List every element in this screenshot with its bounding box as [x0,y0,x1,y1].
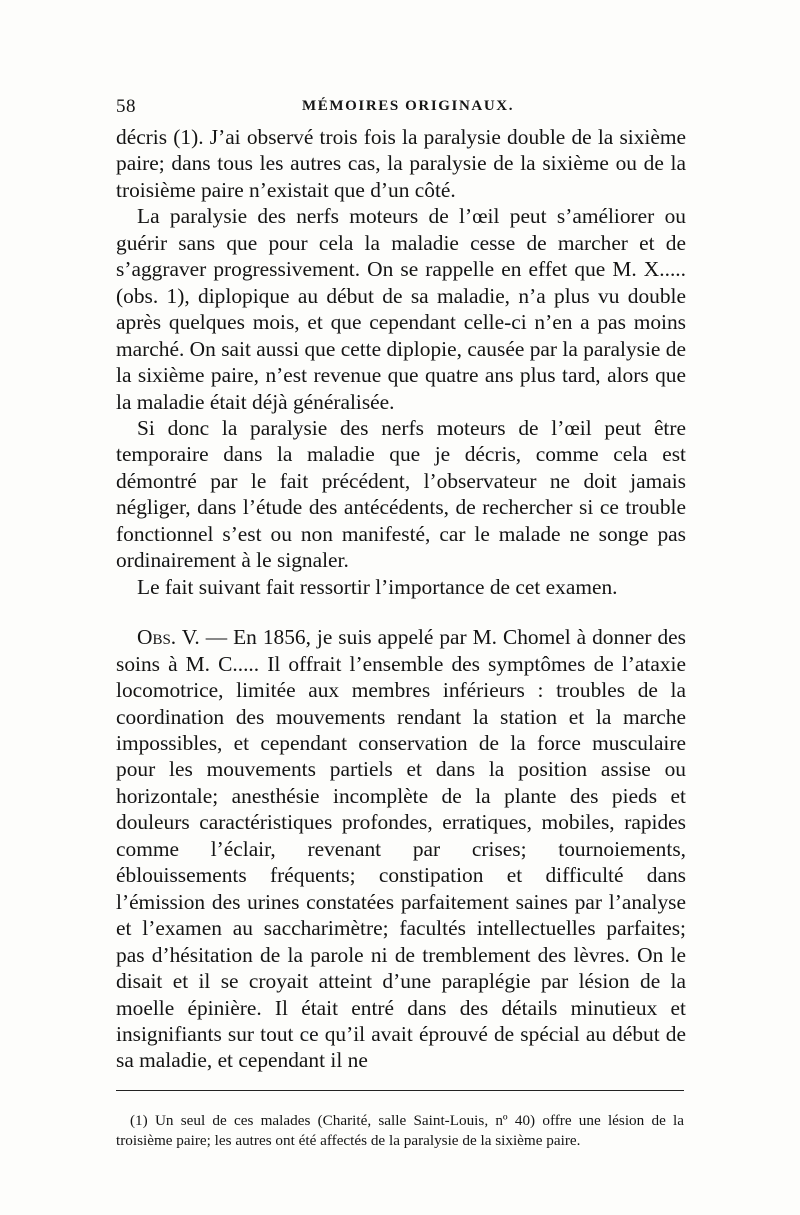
observation-text: — En 1856, je suis appelé par M. Chomel à donner des soins à M. C..... Il offrait l’ensemble des symptômes de l’ataxie locomotrice, limitée aux membres inférieurs : troubles de la coordination des mouvements rendant la station et la marche impossibles, et cependant conservation de la force musculaire pour les mouvements partiels et dans la position assise ou horizontale; anesthésie incomplète de la plante des pieds et douleurs caractéristiques profondes, erratiques, mobiles, rapides comme l’éclair, revenant par crises; tournoiements, éblouissements fréquents; constipation et difficulté dans l’émission des urines constatées parfaitement saines par l’analyse et l’examen au saccharimètre; facultés intellectuelles parfaites; pas d’hésitation de la parole ni de tremblement des lèvres. On le disait et il se croyait atteint d’une paraplégie par lésion de la moelle épinière. Il était entré dans des détails minutieux et insignifiants sur tout ce qu’il avait éprouvé de spécial au début de sa maladie, et cependant il ne [116,625,686,1073]
paragraph-continuation: décris (1). J’ai observé trois fois la paralysie double de la sixième paire; dans tous les autres cas, la paralysie de la sixième ou de la troisième paire n’existait que d’un côté. [116,125,686,202]
paragraph-nerve-paralysis: La paralysie des nerfs moteurs de l’œil peut s’améliorer ou guérir sans que pour cela la maladie cesse de marcher et de s’aggraver progressivement. On se rappelle en effet que M. X..... (obs. 1), diplopique au début de sa maladie, n’a plus vu double après quelques mois, et que cependant celle-ci n’en a pas moins marché. On sait aussi que cette diplopie, causée par la paralysie de la sixième paire, n’est revenue que quatre ans plus tard, alors que la maladie était déjà généralisée. [116,204,686,414]
paragraph-temporary-paralysis: Si donc la paralysie des nerfs moteurs de l’œil peut être temporaire dans la maladie que je décris, comme cela est démontré par le fait précédent, l’observateur ne doit jamais négliger, dans l’étude des antécédents, de rechercher si ce trouble fonctionnel s’est ou non manifesté, car le malade ne songe pas ordinairement à le signaler. [116,415,686,573]
body-text [116,124,686,1074]
footnote: (1) Un seul de ces malades (Charité, salle Saint-Louis, nº 40) offre une lésion de la troisième paire; les autres ont été affectés de la paralysie de la sixième paire. [116,1112,684,1149]
observation-label: Obs. V. [137,625,200,650]
footnote-divider [116,1090,684,1091]
page-header [116,96,686,120]
observation-paragraph [116,624,686,1074]
paragraph-examination-importance: Le fait suivant fait ressortir l’importance de cet examen. [137,574,618,599]
page-number: 58 [116,96,136,117]
running-title: MÉMOIRES ORIGINAUX. [302,98,515,114]
